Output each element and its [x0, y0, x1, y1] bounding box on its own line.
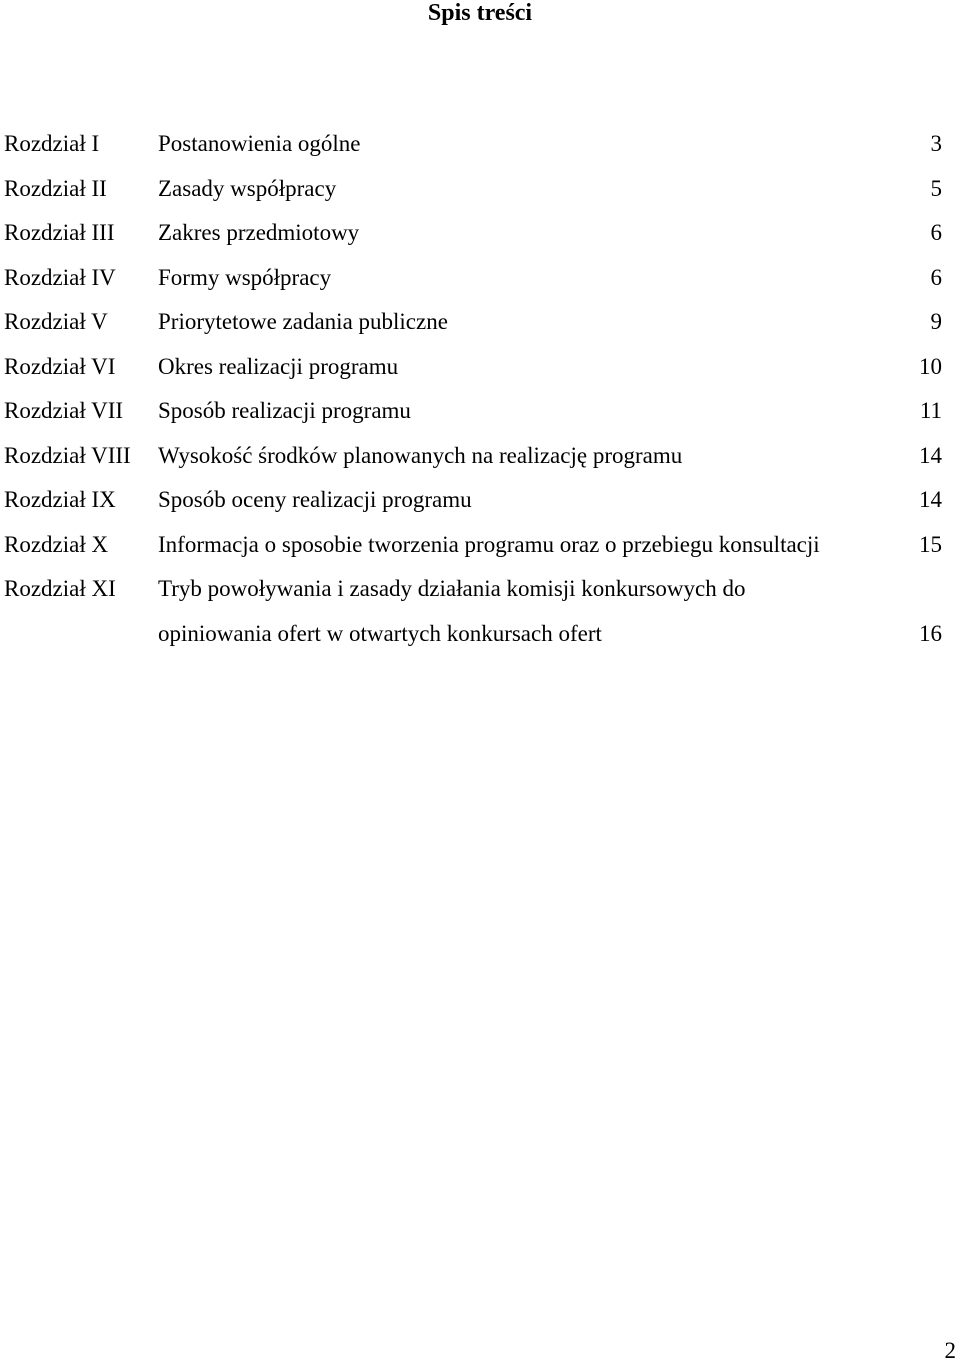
chapter-label: Rozdział X [4, 531, 109, 557]
chapter-label: Rozdział VII [4, 398, 124, 423]
chapter-page-number: 9 [930, 309, 942, 334]
chapter-label: Rozdział IX [4, 487, 116, 512]
chapter-label: Rozdział III [4, 220, 115, 245]
page-number: 2 [944, 1338, 956, 1363]
chapter-label: Rozdział II [4, 175, 107, 201]
chapter-page-number: 14 [919, 442, 942, 468]
toc-entry [4, 167, 944, 212]
toc-entry [4, 256, 944, 301]
chapter-page-number: 15 [919, 531, 942, 557]
chapter-title: Tryb powoływania i zasady działania komisji konkursowych do opiniowania ofert w otwartych konkursach ofert [158, 576, 746, 646]
chapter-label: Rozdział VI [4, 353, 116, 379]
table-of-contents [4, 122, 944, 656]
chapter-title: Priorytetowe zadania publiczne [158, 309, 448, 334]
chapter-title: Sposób oceny realizacji programu [158, 487, 472, 512]
toc-entry [4, 300, 944, 345]
chapter-title: Postanowienia ogólne [158, 131, 361, 156]
chapter-page-number: 10 [919, 353, 942, 379]
chapter-page-number: 3 [930, 131, 942, 156]
toc-entry [4, 523, 944, 568]
chapter-page-number: 16 [919, 620, 942, 646]
chapter-label: Rozdział V [4, 309, 108, 334]
chapter-page-number: 6 [930, 220, 942, 245]
toc-entry [4, 567, 944, 656]
toc-entry [4, 478, 944, 523]
chapter-title: Wysokość środków planowanych na realizację programu [158, 442, 683, 468]
chapter-label: Rozdział I [4, 131, 100, 156]
chapter-page-number: 5 [930, 175, 942, 201]
toc-entry [4, 345, 944, 390]
toc-entry [4, 389, 944, 434]
chapter-label: Rozdział VIII [4, 442, 131, 468]
chapter-label: Rozdział XI [4, 576, 116, 601]
chapter-title: Formy współpracy [158, 264, 332, 290]
chapter-label: Rozdział IV [4, 264, 116, 290]
chapter-title: Zakres przedmiotowy [158, 220, 360, 245]
toc-entry [4, 434, 944, 479]
chapter-title: Okres realizacji programu [158, 353, 399, 379]
toc-entry [4, 211, 944, 256]
chapter-page-number: 14 [919, 487, 942, 512]
toc-entry [4, 122, 944, 167]
chapter-title: Sposób realizacji programu [158, 398, 411, 423]
chapter-title: Informacja o sposobie tworzenia programu oraz o przebiegu konsultacji [158, 531, 820, 557]
page-title: Spis treści [427, 0, 533, 26]
chapter-title: Zasady współpracy [158, 175, 337, 201]
chapter-page-number: 11 [919, 398, 942, 423]
chapter-page-number: 6 [930, 264, 942, 290]
